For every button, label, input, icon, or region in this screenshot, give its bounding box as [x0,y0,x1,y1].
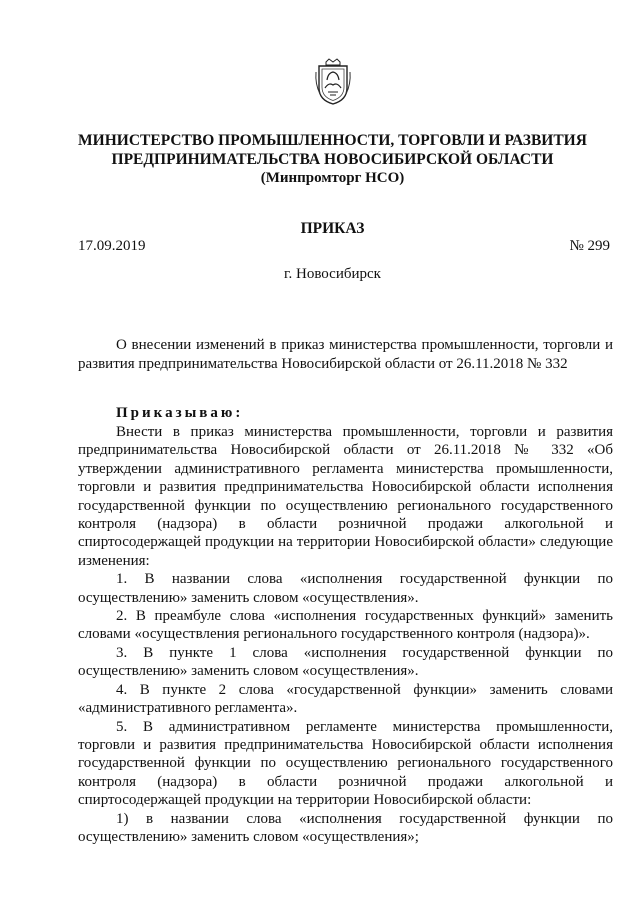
document-number: № 299 [569,238,610,254]
document-city: г. Новосибирск [284,266,381,282]
body-paragraph: 5. В административном регламенте министерства промышленности, торговли и развития предпринимательства Новосибирской области исполнения государственной функции по осуществлению регионального государственного контроля (надзора) в области розничной продажи алкогольной и спиртосодержащей продукции на территории Новосибирской области: [78,718,613,809]
body-paragraph: 1) в названии слова «исполнения государственной функции по осуществлению» заменить словом «осуществления»; [78,810,613,845]
coat-of-arms-emblem [314,58,352,106]
order-word: Приказываю: [116,405,244,421]
body-paragraph: 2. В преамбуле слова «исполнения государственных функций» заменить словами «осуществления регионального государственного контроля (надзора)». [78,608,613,643]
body-paragraph: 4. В пункте 2 слова «государственной функции» заменить словами «административного регламента». [78,681,613,717]
ministry-short-name: (Минпромторг НСО) [260,170,405,186]
document-date: 17.09.2019 [78,238,146,254]
document-body [78,423,613,846]
ministry-name-line-2: ПРЕДПРИНИМАТЕЛЬСТВА НОВОСИБИРСКОЙ ОБЛАСТИ [111,151,554,168]
document-subject: О внесении изменений в приказ министерства промышленности, торговли и развития предпринимательства Новосибирской области от 26.11.2018 № 332 [78,337,613,372]
body-paragraph: 1. В названии слова «исполнения государственной функции по осуществлению» заменить словом «осуществления». [78,571,613,606]
body-paragraph: Внести в приказ министерства промышленности, торговли и развития предпринимательства Новосибирской области от 26.11.2018 № 332 «Об утверждении административного регламента министерства промышленности, торговли и развития предпринимательства Новосибирской области исполнения государственной функции по осуществлению регионального государственного контроля (надзора) в области розничной продажи алкогольной и спиртосодержащей продукции на территории Новосибирской области» следующие изменения: [78,424,613,569]
document-title: ПРИКАЗ [300,220,365,237]
ministry-name-line-1: МИНИСТЕРСТВО ПРОМЫШЛЕННОСТИ, ТОРГОВЛИ И РАЗВИТИЯ [78,132,587,149]
body-paragraph: 3. В пункте 1 слова «исполнения государственной функции по осуществлению» заменить словом «осуществления». [78,644,613,680]
